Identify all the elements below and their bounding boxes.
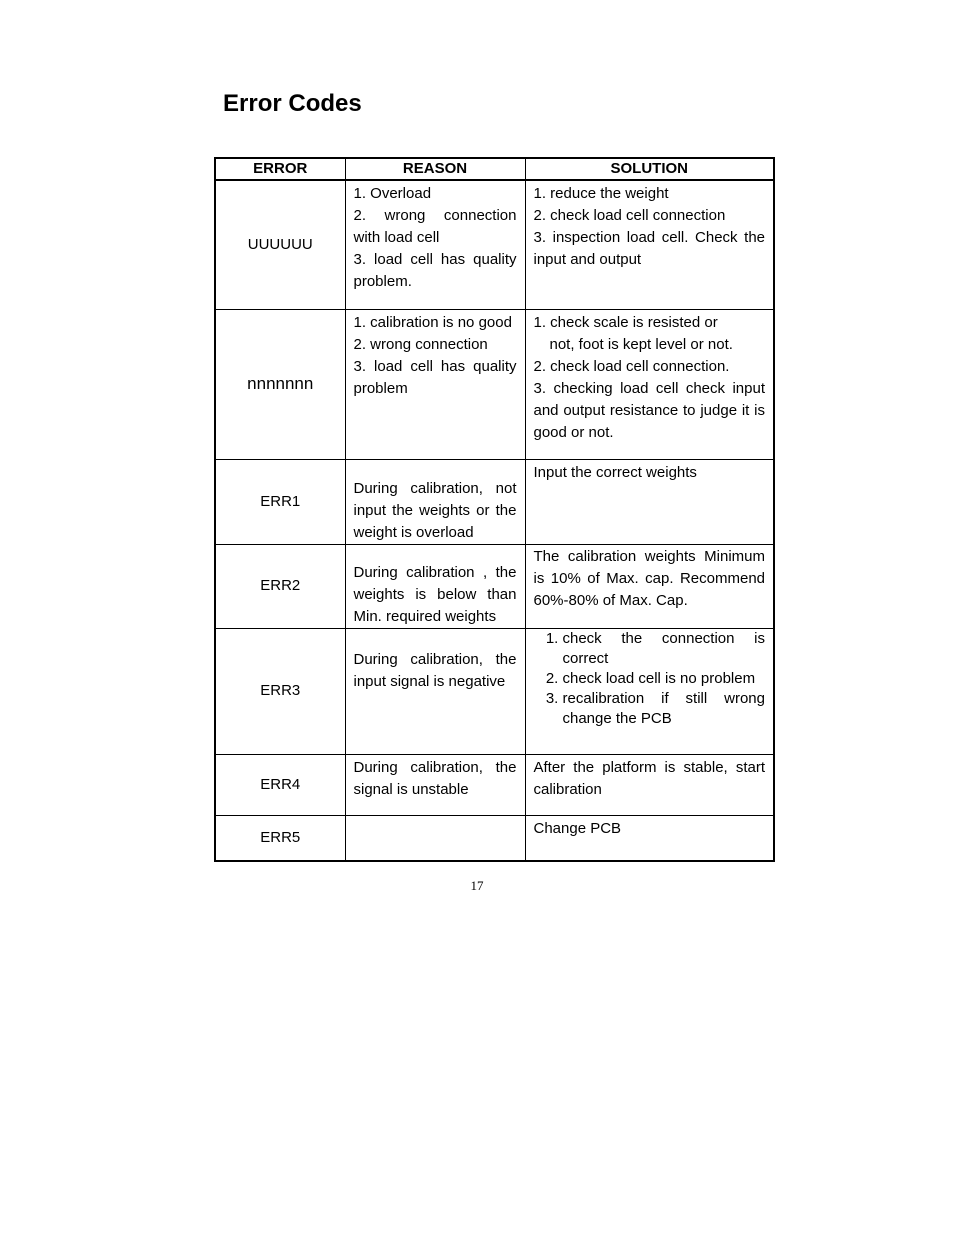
error-code-cell	[215, 180, 345, 309]
reason-text: During calibration, not input the weights or the weight is overload	[353, 479, 517, 541]
error-code-cell	[215, 754, 345, 815]
solution-line: 3. checking load cell check input and output resistance to judge it is good or not.	[533, 379, 765, 441]
solution-line: 3. inspection load cell. Check the input and output	[533, 229, 765, 268]
reason-cell	[345, 754, 525, 815]
table-row	[215, 754, 774, 815]
header-solution: SOLUTION	[525, 158, 774, 180]
reason-cell	[345, 815, 525, 861]
table-header-row	[215, 158, 774, 180]
list-item: 2. check load cell is no problem	[563, 669, 766, 689]
solution-line: 1. reduce the weight	[533, 185, 669, 202]
reason-line: 3. load cell has quality problem	[353, 357, 517, 397]
error-code: ERR1	[260, 492, 301, 510]
solution-cell	[525, 309, 774, 459]
solution-list	[534, 629, 766, 729]
table-row	[215, 180, 774, 309]
reason-text: During calibration, the signal is unstable	[353, 758, 517, 798]
solution-cell	[525, 754, 774, 815]
error-code-cell	[215, 309, 345, 459]
reason-cell	[345, 628, 525, 754]
solution-cell	[525, 544, 774, 628]
solution-line: not, foot is kept level or not.	[549, 335, 733, 353]
header-reason: REASON	[345, 158, 525, 180]
reason-line: 1. calibration is no good	[353, 313, 512, 331]
error-code: UUUUUU	[247, 235, 313, 253]
reason-cell	[345, 309, 525, 459]
error-code: ERR3	[260, 682, 301, 699]
header-error: ERROR	[215, 158, 345, 180]
solution-cell	[525, 180, 774, 309]
error-code: ERR5	[260, 828, 301, 846]
solution-text: The calibration weights Minimum is 10% of Max. cap. Recommend 60%-80% of Max. Cap.	[533, 547, 765, 609]
reason-text: During calibration, the input signal is negative	[353, 650, 517, 690]
table-row	[215, 628, 774, 754]
reason-cell	[345, 459, 525, 544]
table-row	[215, 815, 774, 861]
solution-cell	[525, 459, 774, 544]
reason-cell	[345, 180, 525, 309]
error-codes-table	[214, 157, 775, 862]
reason-line: 2. wrong connection	[353, 335, 488, 353]
table-row	[215, 544, 774, 628]
reason-text: During calibration , the weights is below than Min. required weights	[353, 563, 517, 625]
solution-text: After the platform is stable, start calibration	[533, 758, 765, 798]
error-code-cell	[215, 544, 345, 628]
reason-line: 3. load cell has quality problem.	[353, 251, 517, 290]
list-item: 3. recalibration if still wrong change the PCB	[563, 689, 766, 729]
page-title: Error Codes	[223, 90, 362, 117]
solution-text: Change PCB	[533, 819, 622, 837]
error-code-cell	[215, 628, 345, 754]
reason-line: 1. Overload	[353, 185, 432, 202]
reason-line: 2. wrong connection with load cell	[353, 207, 517, 246]
list-item: 1. check the connection is correct	[563, 629, 766, 669]
solution-text: Input the correct weights	[533, 463, 697, 481]
table-row	[215, 309, 774, 459]
solution-line: 2. check load cell connection.	[533, 357, 730, 375]
solution-line: 2. check load cell connection	[533, 207, 726, 224]
error-code-cell	[215, 459, 345, 544]
table-row	[215, 459, 774, 544]
solution-line: 1. check scale is resisted or	[533, 313, 718, 331]
error-code: ERR4	[260, 775, 301, 793]
error-code: ERR2	[260, 577, 301, 594]
error-code: nnnnnnn	[247, 373, 314, 393]
error-code-cell	[215, 815, 345, 861]
solution-cell	[525, 628, 774, 754]
solution-cell	[525, 815, 774, 861]
reason-cell	[345, 544, 525, 628]
page-number: 17	[470, 878, 484, 893]
